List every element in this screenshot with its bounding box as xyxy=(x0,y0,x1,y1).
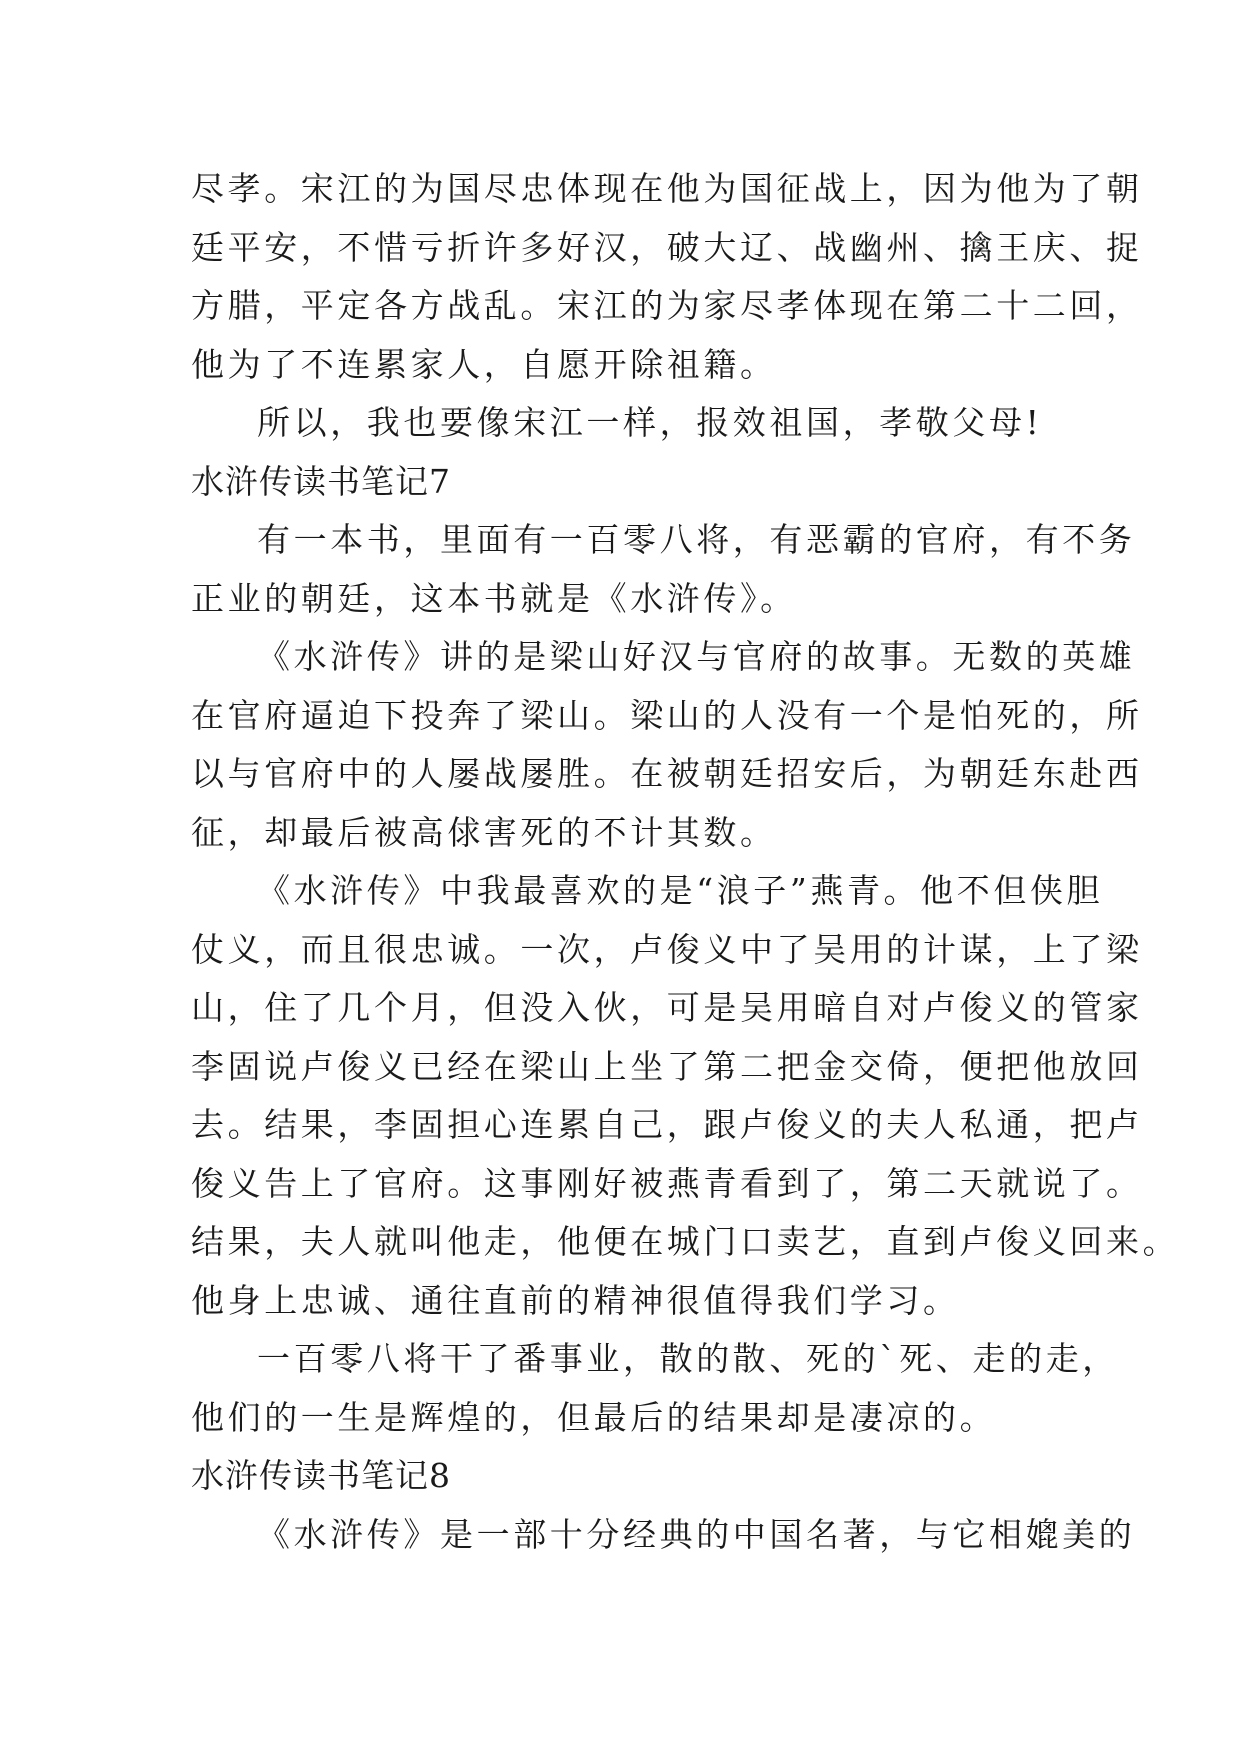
paragraph-line: 他们的一生是辉煌的，但最后的结果却是凄凉的。 xyxy=(191,1397,997,1437)
paragraph-line: 仗义，而且很忠诚。一次，卢俊义中了吴用的计谋，上了梁 xyxy=(191,929,1143,969)
paragraph-line: 李固说卢俊义已经在梁山上坐了第二把金交倚，便把他放回 xyxy=(191,1046,1143,1086)
paragraph-line: 征，却最后被高俅害死的不计其数。 xyxy=(191,812,777,852)
section-heading-7: 水浒传读书笔记7 xyxy=(191,461,451,501)
paragraph-line: 在官府逼迫下投奔了梁山。梁山的人没有一个是怕死的，所 xyxy=(191,695,1143,735)
paragraph-line: 他身上忠诚、通往直前的精神很值得我们学习。 xyxy=(191,1280,960,1320)
paragraph-first-line: 有一本书，里面有一百零八将，有恶霸的官府，有不务 xyxy=(257,520,1136,559)
document-body xyxy=(191,160,1180,1564)
paragraph-line: 廷平安，不惜亏折许多好汉，破大辽、战幽州、擒王庆、捉 xyxy=(191,227,1143,267)
paragraph-first-line: 所以，我也要像宋江一样，报效祖国，孝敬父母! xyxy=(257,403,1043,442)
paragraph-first-line: 《水浒传》中我最喜欢的是“浪子”燕青。他不但侠胆 xyxy=(257,871,1104,910)
paragraph-line: 山，住了几个月，但没入伙，可是吴用暗自对卢俊义的管家 xyxy=(191,988,1143,1027)
paragraph-line: 正业的朝廷，这本书就是《水浒传》。 xyxy=(191,578,797,618)
paragraph-line: 以与官府中的人屡战屡胜。在被朝廷招安后，为朝廷东赴西 xyxy=(191,754,1143,793)
paragraph-first-line: 《水浒传》是一部十分经典的中国名著，与它相媲美的 xyxy=(257,1514,1136,1554)
paragraph-line: 尽孝。宋江的为国尽忠体现在他为国征战上，因为他为了朝 xyxy=(191,169,1143,208)
paragraph-first-line: 一百零八将干了番事业，散的散、死的`死、走的走， xyxy=(257,1339,1119,1378)
paragraph-line: 方腊，平定各方战乱。宋江的为家尽孝体现在第二十二回， xyxy=(191,286,1143,325)
paragraph-line: 去。结果，李固担心连累自己，跟卢俊义的夫人私通，把卢 xyxy=(191,1105,1143,1144)
paragraph-first-line: 《水浒传》讲的是梁山好汉与官府的故事。无数的英雄 xyxy=(257,637,1136,676)
paragraph-line: 结果，夫人就叫他走，他便在城门口卖艺，直到卢俊义回来。 xyxy=(191,1222,1180,1261)
paragraph-line: 他为了不连累家人，自愿开除祖籍。 xyxy=(191,344,777,384)
paragraph-line: 俊义告上了官府。这事刚好被燕青看到了，第二天就说了。 xyxy=(191,1163,1143,1203)
section-heading-8: 水浒传读书笔记8 xyxy=(191,1456,451,1495)
